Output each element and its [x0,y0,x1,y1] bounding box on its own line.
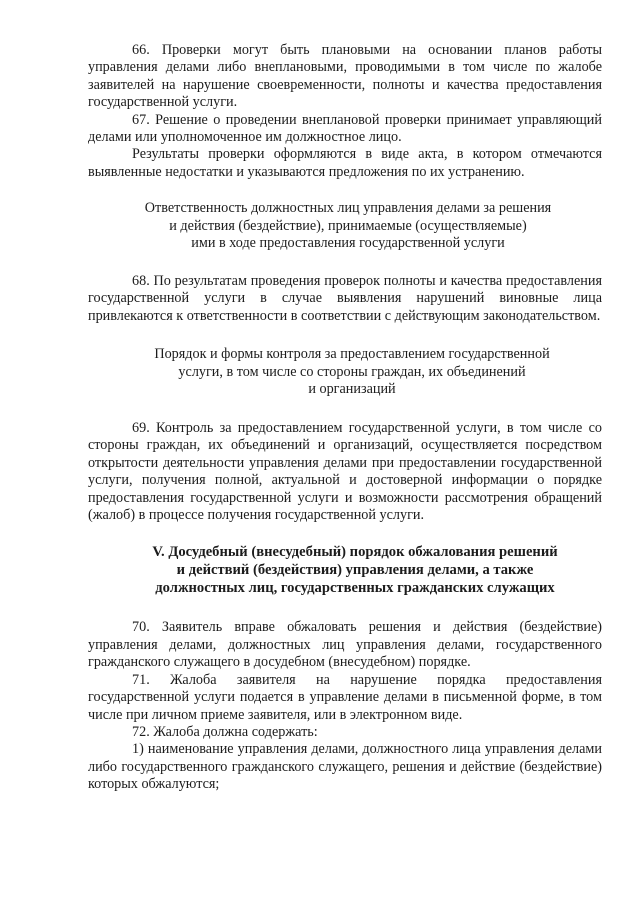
heading-line: должностных лиц, государственных гражданских служащих [155,580,555,597]
heading-control [88,346,602,399]
heading-responsibility [88,200,602,253]
section-v-heading [88,543,602,597]
heading-line: и организаций [308,381,396,398]
paragraph-66: 66. Проверки могут быть плановыми на основании планов работы управления делами либо внеплановыми, проводимыми в том числе по жалобе заявителей на нарушение своевременности, полноты и качества предоставления государственной услуги. [88,42,602,111]
heading-line: ими в ходе предоставления государственной услуги [191,235,505,252]
heading-line: услуги, в том числе со стороны граждан, их объединений [178,363,526,380]
paragraph-72-item-1: 1) наименование управления делами, должностного лица управления делами либо государственного гражданского служащего, решения и действие (бездействие) которых обжалуются; [88,741,602,793]
heading-line: Порядок и формы контроля за предоставлением государственной [154,346,550,363]
paragraph-70: 70. Заявитель вправе обжаловать решения и действия (бездействие) управления делами, должностных лиц управления делами, государственного гражданского служащего в досудебном (внесудебном) порядке. [88,619,602,671]
paragraph-67: 67. Решение о проведении внеплановой проверки принимает управляющий делами или уполномоченное им должностное лицо. [88,111,602,146]
heading-line: V. Досудебный (внесудебный) порядок обжалования решений [152,544,558,561]
paragraph-71: 71. Жалоба заявителя на нарушение порядка предоставления государственной услуги подается в управление делами в письменной форме, в том числе при личном приеме заявителя, или в электронном виде. [88,671,602,723]
paragraph-68: 68. По результатам проведения проверок полноты и качества предоставления государственной услуги в случае выявления нарушений виновные лица привлекаются к ответственности в соответствии с действующим законодательством. [88,273,602,324]
heading-line: Ответственность должностных лиц управления делами за решения [144,200,552,217]
heading-line: и действий (бездействия) управления делами, а также [176,562,534,579]
paragraph-inspection-results: Результаты проверки оформляются в виде акта, в котором отмечаются выявленные недостатки и указываются предложения по их устранению. [88,146,602,180]
paragraph-69: 69. Контроль за предоставлением государственной услуги, в том числе со стороны граждан, их объединений и организаций, осуществляется посредством открытости деятельности управления делами при предоставлении государственной услуги, получения полной, актуальной и достоверной информации о порядке предоставления государственной услуги и возможности рассмотрения обращений (жалоб) в процессе получения государственной услуги. [88,420,602,524]
heading-line: и действия (бездействие), принимаемые (осуществляемые) [169,217,527,234]
paragraph-72: 72. Жалоба должна содержать: [132,723,318,740]
